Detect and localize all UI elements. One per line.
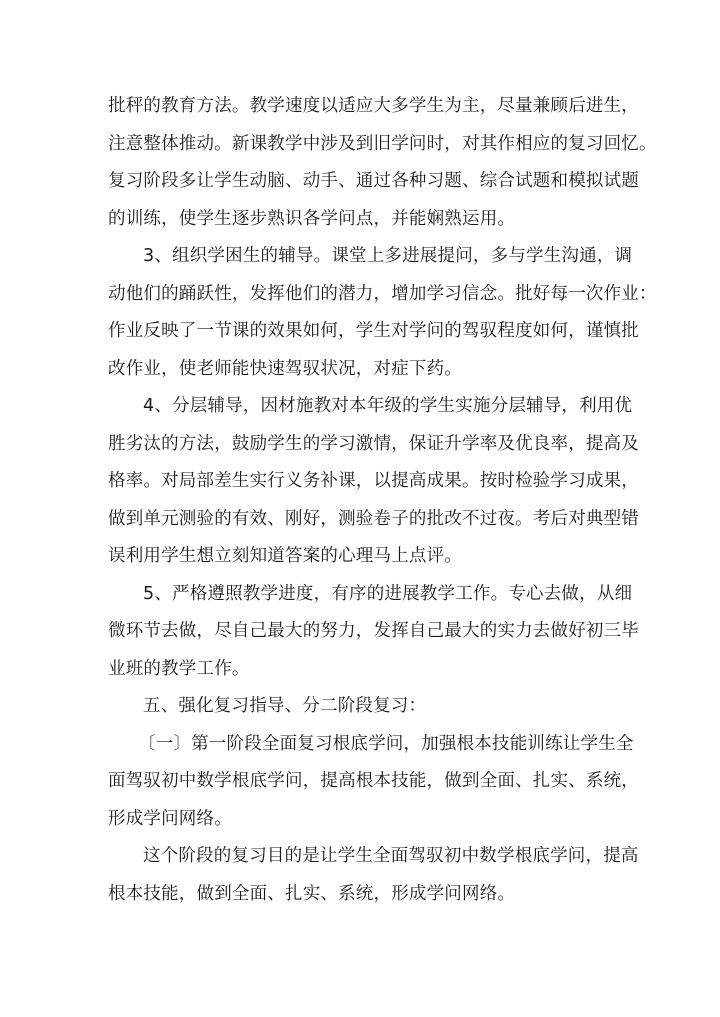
document-body (108, 88, 657, 913)
text-line: 这个阶段的复习目的是让学生全面驾驭初中数学根底学问，提高 (143, 846, 639, 866)
text-line: 作业反映了一节课的效果如何，学生对学问的驾驭程度如何，谨慎批 (108, 321, 639, 341)
paragraph-stage-one (108, 726, 639, 839)
text-line: 形成学问网络。 (108, 808, 232, 829)
text-line: 5、严格遵照教学进度，有序的进展教学工作。专心去做，从细 (143, 583, 633, 604)
paragraph-stage-goal (108, 838, 639, 913)
text-line: 4、分层辅导，因材施教对本年级的学生实施分层辅导，利用优 (143, 396, 633, 416)
text-line: 误利用学生想立刻知道答案的心理马上点评。 (108, 546, 462, 566)
text-line: 注意整体推动。新课教学中涉及到旧学问时，对其作相应的复习回忆。 (108, 133, 657, 154)
paragraph-item-3 (108, 238, 657, 388)
paragraph-teaching-method (108, 88, 657, 238)
section-heading-five (108, 688, 613, 726)
text-line: 胜劣汰的方法，鼓励学生的学习激情，保证升学率及优良率，提高及 (108, 433, 639, 454)
text-line: 格率。对局部差生实行义务补课，以提高成果。按时检验学习成果， (108, 471, 639, 491)
text-line: 3、组织学困生的辅导。课堂上多进展提问，多与学生沟通，调 (143, 246, 633, 266)
text-line: 做到单元测验的有效、刚好，测验卷子的批改不过夜。考后对典型错 (108, 508, 639, 529)
text-line: 的训练，使学生逐步熟识各学问点，并能娴熟运用。 (108, 208, 516, 229)
text-line: 业班的教学工作。 (108, 658, 250, 679)
paragraph-item-5 (108, 576, 639, 689)
text-line: 〔一〕第一阶段全面复习根底学问，加强根本技能训练让学生全 (138, 733, 634, 754)
text-line: 面驾驭初中数学根底学问，提高根本技能，做到全面、扎实、系统， (108, 771, 639, 791)
text-line: 复习阶段多让学生动脑、动手、通过各种习题、综合试题和模拟试题 (108, 171, 639, 191)
paragraph-item-4 (108, 388, 639, 576)
text-line: 根本技能，做到全面、扎实、系统，形成学问网络。 (108, 883, 516, 904)
text-line: 微环节去做，尽自己最大的努力，发挥自己最大的实力去做好初三毕 (108, 621, 639, 641)
text-line: 动他们的踊跃性，发挥他们的潜力，增加学习信念。批好每一次作业： (108, 283, 657, 304)
text-line: 改作业，使老师能快速驾驭状况，对症下药。 (108, 358, 462, 379)
text-line: 批秤的教育方法。教学速度以适应大多学生为主，尽量兼顾后进生， (108, 96, 639, 116)
text-line: 五、强化复习指导、分二阶段复习： (143, 696, 427, 716)
